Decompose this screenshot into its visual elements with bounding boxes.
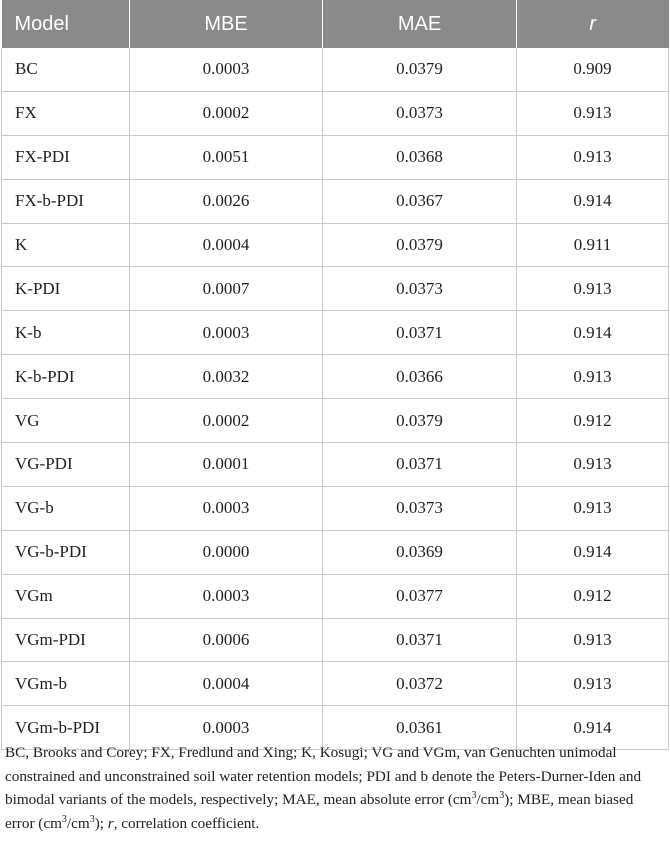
cell-mbe: 0.0000 xyxy=(130,530,323,574)
cell-r: 0.913 xyxy=(517,91,669,135)
header-model: Model xyxy=(2,0,130,48)
results-table-container xyxy=(1,0,668,750)
table-row xyxy=(2,486,669,530)
cell-mbe: 0.0003 xyxy=(130,706,323,750)
table-row xyxy=(2,311,669,355)
cell-model: VGm-b xyxy=(2,662,130,706)
table-row xyxy=(2,179,669,223)
cell-model: VG-PDI xyxy=(2,443,130,487)
header-mbe: MBE xyxy=(130,0,323,48)
table-footnote xyxy=(5,741,665,835)
cell-model: K-b-PDI xyxy=(2,355,130,399)
cell-model: VG-b-PDI xyxy=(2,530,130,574)
cell-mbe: 0.0003 xyxy=(130,486,323,530)
cell-mae: 0.0379 xyxy=(323,223,517,267)
cell-mbe: 0.0026 xyxy=(130,179,323,223)
cell-r: 0.914 xyxy=(517,179,669,223)
cell-r: 0.912 xyxy=(517,574,669,618)
footnote-text: /cm xyxy=(476,791,500,808)
cell-model: VG-b xyxy=(2,486,130,530)
table-row xyxy=(2,530,669,574)
cell-mbe: 0.0003 xyxy=(130,48,323,91)
cell-r: 0.914 xyxy=(517,706,669,750)
cell-mae: 0.0361 xyxy=(323,706,517,750)
cell-mae: 0.0368 xyxy=(323,135,517,179)
table-row xyxy=(2,618,669,662)
table-header xyxy=(2,0,669,48)
table-row xyxy=(2,662,669,706)
cell-mbe: 0.0003 xyxy=(130,311,323,355)
cell-r: 0.913 xyxy=(517,618,669,662)
footnote-superscript: 3 xyxy=(471,789,477,801)
cell-model: VG xyxy=(2,399,130,443)
cell-r: 0.913 xyxy=(517,267,669,311)
footnote-text: BC, Brooks and Corey; FX, Fredlund and Xing; K, Kosugi; VG and VGm, van Genuchten unimodal constrained and unconstrained soil water retention models; PDI and b denote the Peters-Durner-Iden and bimodal variants of the models, respectively; MAE, mean absolute error (cm xyxy=(5,744,642,808)
cell-r: 0.909 xyxy=(517,48,669,91)
footnote-text: ); xyxy=(94,814,108,832)
cell-r: 0.914 xyxy=(517,530,669,574)
cell-r: 0.913 xyxy=(517,443,669,487)
cell-r: 0.912 xyxy=(517,399,669,443)
cell-mae: 0.0371 xyxy=(323,311,517,355)
cell-mbe: 0.0004 xyxy=(130,223,323,267)
cell-model: FX-b-PDI xyxy=(2,179,130,223)
cell-mae: 0.0366 xyxy=(323,355,517,399)
header-mae: MAE xyxy=(323,0,517,48)
cell-model: K-b xyxy=(2,311,130,355)
cell-model: K-PDI xyxy=(2,267,130,311)
cell-model: K xyxy=(2,223,130,267)
table-row xyxy=(2,91,669,135)
cell-model: BC xyxy=(2,48,130,91)
cell-mbe: 0.0002 xyxy=(130,91,323,135)
cell-mbe: 0.0003 xyxy=(130,574,323,618)
cell-mbe: 0.0001 xyxy=(130,443,323,487)
table-row xyxy=(2,135,669,179)
header-row xyxy=(2,0,669,48)
cell-mae: 0.0373 xyxy=(323,486,517,530)
cell-mae: 0.0379 xyxy=(323,48,517,91)
cell-r: 0.913 xyxy=(517,135,669,179)
cell-r: 0.914 xyxy=(517,311,669,355)
cell-mbe: 0.0051 xyxy=(130,135,323,179)
table-body xyxy=(2,48,669,750)
cell-mae: 0.0379 xyxy=(323,399,517,443)
footnote-superscript: 3 xyxy=(499,789,505,801)
cell-mbe: 0.0006 xyxy=(130,618,323,662)
cell-r: 0.911 xyxy=(517,223,669,267)
cell-mbe: 0.0002 xyxy=(130,399,323,443)
cell-r: 0.913 xyxy=(517,355,669,399)
table-row xyxy=(2,48,669,91)
cell-mae: 0.0371 xyxy=(323,443,517,487)
table-row xyxy=(2,399,669,443)
cell-model: VGm xyxy=(2,574,130,618)
cell-mae: 0.0371 xyxy=(323,618,517,662)
table-row xyxy=(2,574,669,618)
table-row xyxy=(2,223,669,267)
cell-mae: 0.0367 xyxy=(323,179,517,223)
cell-model: FX-PDI xyxy=(2,135,130,179)
cell-mae: 0.0369 xyxy=(323,530,517,574)
cell-mae: 0.0372 xyxy=(323,662,517,706)
cell-mbe: 0.0004 xyxy=(130,662,323,706)
cell-mae: 0.0377 xyxy=(323,574,517,618)
header-r: r xyxy=(517,0,669,48)
table-row xyxy=(2,267,669,311)
footnote-text: , correlation coefficient. xyxy=(113,814,260,832)
cell-model: VGm-PDI xyxy=(2,618,130,662)
footnote-superscript: 3 xyxy=(89,813,95,825)
cell-mbe: 0.0032 xyxy=(130,355,323,399)
footnote-r-symbol: r xyxy=(107,814,114,832)
footnote-text: /cm xyxy=(66,814,90,832)
footnote-superscript: 3 xyxy=(61,813,67,825)
cell-r: 0.913 xyxy=(517,662,669,706)
cell-model: FX xyxy=(2,91,130,135)
cell-mbe: 0.0007 xyxy=(130,267,323,311)
cell-mae: 0.0373 xyxy=(323,91,517,135)
cell-mae: 0.0373 xyxy=(323,267,517,311)
table-row xyxy=(2,355,669,399)
cell-model: VGm-b-PDI xyxy=(2,706,130,750)
table-row xyxy=(2,443,669,487)
cell-r: 0.913 xyxy=(517,486,669,530)
footnote-text: ); MBE, mean biased error (cm xyxy=(5,791,634,832)
model-performance-table xyxy=(1,0,669,750)
